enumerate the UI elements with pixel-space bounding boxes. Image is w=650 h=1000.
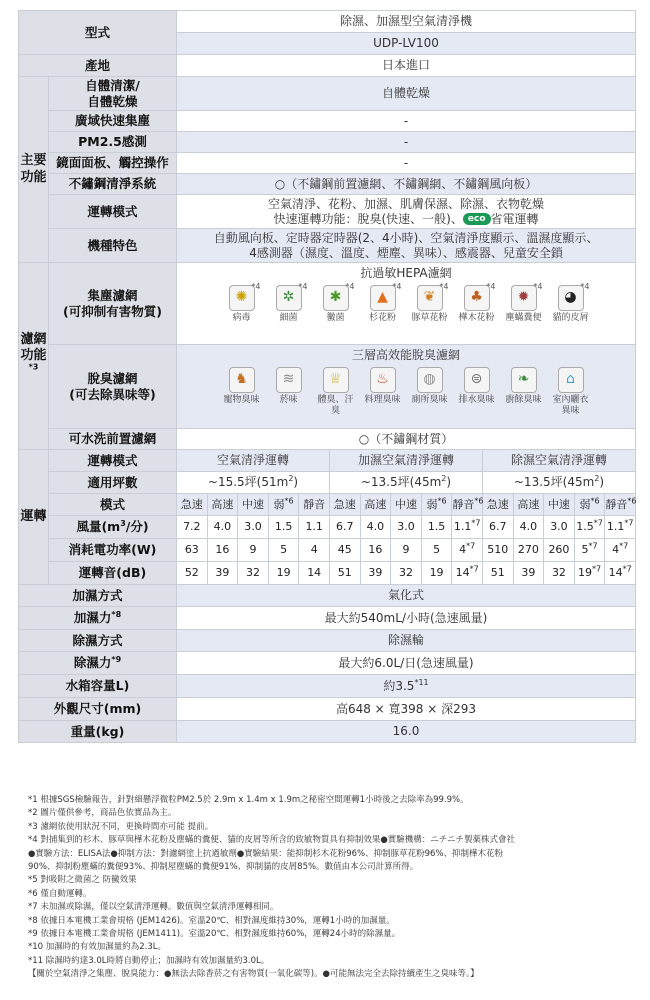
speed-value: 高速 bbox=[211, 497, 234, 511]
deodor-icons bbox=[177, 363, 635, 418]
airflow-value: 7.2 bbox=[183, 520, 201, 534]
tank-value bbox=[177, 675, 636, 698]
feature-label: 機種特色 bbox=[49, 229, 177, 263]
steel-value: ○（不鏽鋼前置濾網、不鏽鋼網、不鏽鋼風向板） bbox=[177, 174, 636, 195]
airflow-value: 4.0 bbox=[519, 520, 538, 534]
laundry-odor-icon: ⌂ bbox=[558, 367, 584, 393]
power-value: 16 bbox=[368, 543, 383, 557]
eco-icon: eco bbox=[463, 213, 491, 225]
size-value: 高648 × 寬398 × 深293 bbox=[177, 698, 636, 721]
dehumid-power-value: 最大約6.0L/日(急速風量) bbox=[177, 652, 636, 675]
power-value: 270 bbox=[517, 543, 539, 557]
mode-line-2a: 快速運轉功能：脫臭(快速、一般)、 bbox=[273, 211, 463, 226]
speed-cell bbox=[360, 494, 391, 516]
noise-cell bbox=[207, 562, 238, 585]
deodor-filter-title: 三層高效能脫臭濾網 bbox=[352, 348, 461, 362]
area-clean-text: ~15.5坪(51m bbox=[207, 475, 289, 489]
noise-note: *7 bbox=[469, 564, 479, 574]
speed-cell bbox=[513, 494, 544, 516]
noise-value: 19 bbox=[429, 566, 444, 580]
power-cell bbox=[207, 539, 238, 562]
speed-note: *6 bbox=[437, 495, 447, 505]
noise-cell bbox=[268, 562, 299, 585]
power-label: 消耗電功率(W) bbox=[49, 539, 177, 562]
deodor-filter-cell bbox=[177, 345, 636, 429]
filter-target-item bbox=[268, 367, 310, 418]
airflow-cell bbox=[177, 516, 208, 539]
filter-target-label: 樺木花粉 bbox=[458, 313, 495, 323]
mirror-value: - bbox=[177, 153, 636, 174]
airflow-value: 6.7 bbox=[336, 520, 354, 534]
mode-label: 運轉模式 bbox=[49, 195, 177, 229]
speed-value: 靜音 bbox=[452, 497, 475, 511]
power-value: 5 bbox=[581, 543, 589, 557]
area-humidify-close: ) bbox=[446, 475, 452, 489]
filter-target-item bbox=[315, 367, 357, 418]
airflow-cell bbox=[574, 516, 605, 539]
speed-cell bbox=[482, 494, 513, 516]
filter-target-item bbox=[362, 367, 404, 418]
airflow-note: *7 bbox=[471, 518, 481, 528]
footnote-line: *2 圖片僅供參考，商品色依實品為主。 bbox=[28, 808, 177, 819]
footnote-line: *10 加濕時的有效加濕量約為2.3L。 bbox=[28, 942, 167, 953]
area-dehumidify-text: ~13.5坪(45m bbox=[513, 475, 595, 489]
airflow-cell bbox=[605, 516, 636, 539]
airflow-cell bbox=[207, 516, 238, 539]
airflow-value: 4.0 bbox=[366, 520, 385, 534]
filter-target-note: *4 bbox=[439, 282, 449, 291]
run-mode-clean: 空氣清淨運轉 bbox=[177, 450, 330, 472]
footnote-line: 90%、抑制粉塵蟎的糞便93%、抑制屋塵蟎的糞便91%、抑制貓的皮屑85%。數值由本公司計算所得。 bbox=[28, 862, 419, 873]
filter-target-item bbox=[456, 367, 498, 418]
speed-cell bbox=[391, 494, 422, 516]
power-cell bbox=[482, 539, 513, 562]
body-dry-label: 自體清潔/ 自體乾燥 bbox=[49, 77, 177, 111]
spec-table bbox=[18, 10, 636, 743]
sweat-odor-icon: ♕ bbox=[323, 367, 349, 393]
noise-value: 32 bbox=[398, 566, 413, 580]
deodor-filter-label: 脫臭濾網 (可去除異味等) bbox=[49, 345, 177, 429]
area-humidify bbox=[329, 472, 482, 494]
noise-value: 39 bbox=[521, 566, 536, 580]
speed-value: 急速 bbox=[333, 497, 356, 511]
humid-method-label: 加濕方式 bbox=[19, 585, 177, 607]
washable-label: 可水洗前置濾網 bbox=[49, 429, 177, 450]
airflow-cell bbox=[329, 516, 360, 539]
area-dehumidify-sup: 2 bbox=[594, 474, 600, 483]
area-label: 適用坪數 bbox=[49, 472, 177, 494]
cooking-odor-icon: ♨ bbox=[370, 367, 396, 393]
filter-target-note: *4 bbox=[251, 282, 261, 291]
group-filter-note: *3 bbox=[28, 362, 39, 372]
dust-icons bbox=[177, 281, 635, 324]
filter-target-note: *4 bbox=[345, 282, 355, 291]
mirror-label: 鏡面面板、觸控操作 bbox=[49, 153, 177, 174]
airflow-value: 3.0 bbox=[550, 520, 568, 534]
weight-label: 重量(kg) bbox=[19, 721, 177, 743]
humid-power-label-text: 加濕力 bbox=[73, 610, 112, 626]
noise-value: 51 bbox=[337, 566, 352, 580]
speed-cell bbox=[329, 494, 360, 516]
filter-target-item bbox=[456, 282, 498, 324]
power-note: *7 bbox=[619, 541, 629, 551]
noise-value: 14 bbox=[608, 566, 623, 580]
noise-value: 39 bbox=[368, 566, 383, 580]
speed-cell bbox=[268, 494, 299, 516]
area-clean bbox=[177, 472, 330, 494]
noise-value: 14 bbox=[455, 566, 470, 580]
type-name: 除濕、加濕型空氣清淨機 bbox=[177, 11, 636, 33]
airflow-cell bbox=[238, 516, 269, 539]
mode-line-2 bbox=[177, 212, 635, 227]
dust-filter-label: 集塵濾網 (可抑制有害物質) bbox=[49, 263, 177, 345]
type-label: 型式 bbox=[19, 11, 177, 55]
speed-cell bbox=[605, 494, 636, 516]
filter-target-note: *4 bbox=[298, 282, 308, 291]
speed-cell bbox=[207, 494, 238, 516]
noise-value: 51 bbox=[490, 566, 505, 580]
speed-value: 高速 bbox=[517, 497, 540, 511]
area-humidify-text: ~13.5坪(45m bbox=[360, 475, 442, 489]
filter-target-item bbox=[550, 367, 592, 418]
filter-target-label: 貓的皮屑 bbox=[552, 313, 589, 323]
noise-label: 運轉音(dB) bbox=[49, 562, 177, 585]
speed-note: *6 bbox=[590, 495, 600, 505]
speed-value: 靜音 bbox=[303, 497, 326, 511]
steel-label: 不鏽鋼清淨系統 bbox=[49, 174, 177, 195]
footnote-line: *9 依據日本電機工業會規格 (JEM1411)。室溫20℃、相對濕度維持60%，運轉24小時的除濕量。 bbox=[28, 929, 401, 940]
filter-target-note: *4 bbox=[392, 282, 402, 291]
speed-value: 弱 bbox=[579, 497, 591, 511]
filter-target-label: 菸味 bbox=[279, 395, 298, 405]
speed-note: *6 bbox=[627, 495, 637, 505]
filter-target-label: 塵蟎糞便 bbox=[505, 313, 542, 323]
filter-target-item bbox=[315, 282, 357, 324]
airflow-value: 3.0 bbox=[397, 520, 415, 534]
pet-odor-icon: ♞ bbox=[229, 367, 255, 393]
ragweed-pollen-icon: ❦ bbox=[417, 285, 443, 311]
airflow-note: *7 bbox=[593, 518, 603, 528]
fast-clean-label: 廣域快速集塵 bbox=[49, 111, 177, 132]
humid-power-value: 最大約540mL/小時(急速風量) bbox=[177, 607, 636, 630]
airflow-value: 1.1 bbox=[606, 520, 625, 534]
power-value: 4 bbox=[310, 543, 318, 557]
speed-cell bbox=[238, 494, 269, 516]
noise-cell bbox=[299, 562, 330, 585]
area-dehumidify-close: ) bbox=[599, 475, 605, 489]
feature-value bbox=[177, 229, 636, 263]
filter-target-note: *4 bbox=[533, 282, 543, 291]
dehumid-method-value: 除濕輪 bbox=[177, 630, 636, 652]
speed-cell bbox=[177, 494, 208, 516]
noise-cell bbox=[177, 562, 208, 585]
airflow-value: 4.0 bbox=[213, 520, 232, 534]
filter-target-item bbox=[409, 367, 451, 418]
airflow-cell bbox=[299, 516, 330, 539]
noise-cell bbox=[391, 562, 422, 585]
airflow-cell bbox=[452, 516, 483, 539]
noise-cell bbox=[360, 562, 391, 585]
body-dry-value: 自體乾燥 bbox=[177, 77, 636, 111]
speed-value: 急速 bbox=[180, 497, 203, 511]
noise-cell bbox=[574, 562, 605, 585]
speed-note: *6 bbox=[284, 495, 294, 505]
filter-target-item bbox=[503, 282, 545, 324]
power-value: 9 bbox=[402, 543, 410, 557]
power-note: *7 bbox=[588, 541, 598, 551]
airflow-cell bbox=[268, 516, 299, 539]
humid-power-label bbox=[19, 607, 177, 630]
footnote-line: *4 對捕集到的杉木、豚草與樺木花粉及塵蟎的糞便、貓的皮屑等所含的致敏物質具有抑制效果●實驗機構：ニチニチ製薬株式會社 bbox=[28, 835, 515, 846]
speed-value: 高速 bbox=[364, 497, 387, 511]
speed-value: 中速 bbox=[547, 497, 570, 511]
pm25-value: - bbox=[177, 132, 636, 153]
filter-target-label: 病毒 bbox=[232, 313, 251, 323]
speed-label: 模式 bbox=[49, 494, 177, 516]
filter-target-note: *4 bbox=[486, 282, 496, 291]
cedar-pollen-icon: ▲ bbox=[370, 285, 396, 311]
speed-note: *6 bbox=[474, 495, 484, 505]
run-mode-label: 運轉模式 bbox=[49, 450, 177, 472]
noise-cell bbox=[421, 562, 452, 585]
run-mode-humidify: 加濕空氣清淨運轉 bbox=[329, 450, 482, 472]
area-humidify-sup: 2 bbox=[441, 474, 447, 483]
airflow-note: *7 bbox=[624, 518, 634, 528]
noise-note: *7 bbox=[591, 564, 602, 574]
power-value: 9 bbox=[249, 543, 257, 557]
noise-cell bbox=[329, 562, 360, 585]
group-filter-text: 濾網功能 bbox=[20, 331, 47, 363]
footnote-line: *5 對吸附之微菌之 防黴效果 bbox=[28, 875, 137, 886]
footnote-line: *3 濾網依使用狀況不同，更換時間亦可能 提前。 bbox=[28, 821, 214, 832]
noise-value: 32 bbox=[551, 566, 566, 580]
filter-target-label: 廁所臭味 bbox=[411, 395, 448, 405]
power-cell bbox=[452, 539, 483, 562]
power-cell bbox=[360, 539, 391, 562]
power-cell bbox=[574, 539, 605, 562]
power-note: *7 bbox=[466, 541, 476, 551]
speed-value: 急速 bbox=[486, 497, 509, 511]
filter-target-label: 體臭、汗臭 bbox=[317, 395, 354, 417]
tank-value-text: 約3.5 bbox=[383, 678, 415, 693]
airflow-cell bbox=[544, 516, 575, 539]
noise-value: 19 bbox=[577, 566, 592, 580]
airflow-label-tail: /分) bbox=[125, 519, 149, 535]
mode-value bbox=[177, 195, 636, 229]
power-cell bbox=[299, 539, 330, 562]
noise-cell bbox=[238, 562, 269, 585]
power-cell bbox=[391, 539, 422, 562]
dust-filter-cell bbox=[177, 263, 636, 345]
filter-target-item bbox=[550, 282, 592, 324]
mode-line-1: 空氣清淨、花粉、加濕、肌膚保濕、除濕、衣物乾燥 bbox=[268, 196, 545, 211]
model-number: UDP-LV100 bbox=[177, 33, 636, 55]
footnote-line: *8 依據日本電機工業會規格 (JEM1426)。室溫20℃、相對濕度維持30%，運轉1小時的加濕量。 bbox=[28, 915, 395, 926]
noise-value: 52 bbox=[184, 566, 199, 580]
noise-cell bbox=[605, 562, 636, 585]
noise-cell bbox=[513, 562, 544, 585]
power-value: 5 bbox=[433, 543, 441, 557]
filter-target-label: 豚草花粉 bbox=[411, 313, 448, 323]
power-cell bbox=[544, 539, 575, 562]
size-label: 外觀尺寸(mm) bbox=[19, 698, 177, 721]
filter-target-label: 料理臭味 bbox=[364, 395, 401, 405]
filter-target-label: 廚餘臭味 bbox=[505, 395, 542, 405]
birch-pollen-icon: ♣ bbox=[464, 285, 490, 311]
airflow-value: 1.1 bbox=[453, 520, 472, 534]
toilet-odor-icon: ◍ bbox=[417, 367, 443, 393]
fast-clean-value: - bbox=[177, 111, 636, 132]
filter-target-label: 杉花粉 bbox=[368, 313, 396, 323]
footnote-line: *1 根據SGS檢驗報告，針對細懸浮微粒PM2.5於 2.9m x 1.4m x 1.9m之秘密空間運轉1小時後之去除率為99.9%。 bbox=[28, 795, 469, 805]
pm25-label: PM2.5感測 bbox=[49, 132, 177, 153]
power-value: 260 bbox=[548, 543, 570, 557]
power-value: 4 bbox=[459, 543, 467, 557]
drain-odor-icon: ⊜ bbox=[464, 367, 490, 393]
power-value: 63 bbox=[184, 543, 199, 557]
area-clean-sup: 2 bbox=[288, 474, 294, 483]
group-operation: 運轉 bbox=[19, 450, 49, 585]
speed-value: 弱 bbox=[426, 497, 438, 511]
origin-label: 產地 bbox=[19, 55, 177, 77]
food-waste-odor-icon: ❧ bbox=[511, 367, 537, 393]
airflow-cell bbox=[482, 516, 513, 539]
mode-line-2b: 省電運轉 bbox=[490, 211, 539, 226]
power-value: 5 bbox=[280, 543, 288, 557]
airflow-cell bbox=[391, 516, 422, 539]
smoke-odor-icon: ≋ bbox=[276, 367, 302, 393]
group-main-functions: 主要功能 bbox=[19, 77, 49, 263]
footnote-line: *11 除濕時約達3.0L時將自動停止；加濕時有效加濕量約3.0L。 bbox=[28, 955, 270, 966]
filter-target-label: 排水臭味 bbox=[458, 395, 495, 405]
dehumid-power-note: *9 bbox=[111, 655, 122, 665]
airflow-cell bbox=[421, 516, 452, 539]
tank-note: *11 bbox=[414, 677, 429, 687]
tank-label: 水箱容量L) bbox=[19, 675, 177, 698]
power-cell bbox=[268, 539, 299, 562]
footnote-line: *7 未加濕或除濕，僅以空氣清淨運轉。數值與空氣清淨運轉相同。 bbox=[28, 902, 279, 913]
noise-cell bbox=[482, 562, 513, 585]
dehumid-method-label: 除濕方式 bbox=[19, 630, 177, 652]
airflow-value: 1.5 bbox=[427, 520, 446, 534]
feature-line-1: 自動風向板、定時器定時器(2、4小時)、空氣清淨度顯示、溫濕度顯示、 bbox=[213, 230, 599, 245]
filter-target-note: *4 bbox=[580, 282, 590, 291]
noise-note: *7 bbox=[622, 564, 632, 574]
footnote-line: 【關於空氣清淨之集塵、脫臭能力：●無法去除香菸之有害物質(一氧化碳等)。●可能無法完全去除持續產生之臭味等。】 bbox=[28, 969, 479, 980]
airflow-cell bbox=[360, 516, 391, 539]
weight-value: 16.0 bbox=[177, 721, 636, 743]
noise-value: 19 bbox=[276, 566, 291, 580]
speed-cell bbox=[574, 494, 605, 516]
dehumid-power-label bbox=[19, 652, 177, 675]
airflow-label bbox=[49, 516, 177, 539]
power-value: 4 bbox=[612, 543, 620, 557]
power-cell bbox=[421, 539, 452, 562]
area-dehumidify bbox=[482, 472, 635, 494]
speed-value: 靜音 bbox=[605, 497, 628, 511]
mold-icon: ✱ bbox=[323, 285, 349, 311]
speed-cell bbox=[299, 494, 330, 516]
power-cell bbox=[329, 539, 360, 562]
power-cell bbox=[177, 539, 208, 562]
airflow-value: 1.5 bbox=[576, 520, 594, 534]
filter-target-item bbox=[221, 282, 263, 324]
airflow-cell bbox=[513, 516, 544, 539]
power-cell bbox=[513, 539, 544, 562]
speed-value: 弱 bbox=[273, 497, 285, 511]
noise-cell bbox=[452, 562, 483, 585]
noise-value: 32 bbox=[246, 566, 260, 580]
filter-target-label: 寵物臭味 bbox=[223, 395, 260, 405]
cat-dander-icon: ◕ bbox=[558, 285, 584, 311]
airflow-value: 1.1 bbox=[305, 520, 323, 534]
speed-cell bbox=[452, 494, 483, 516]
humid-power-note: *8 bbox=[111, 610, 122, 620]
filter-target-label: 室內曬衣 異味 bbox=[552, 395, 589, 417]
airflow-value: 6.7 bbox=[489, 520, 507, 534]
dust-mite-icon: ✹ bbox=[511, 285, 537, 311]
virus-icon: ✺ bbox=[229, 285, 255, 311]
dehumid-power-label-text: 除濕力 bbox=[73, 655, 112, 671]
bacteria-icon: ✲ bbox=[276, 285, 302, 311]
power-value: 510 bbox=[487, 543, 509, 557]
power-cell bbox=[605, 539, 636, 562]
washable-value: ○（不鏽鋼材質） bbox=[177, 429, 636, 450]
humid-method-value: 氣化式 bbox=[177, 585, 636, 607]
speed-value: 中速 bbox=[394, 497, 417, 511]
power-cell bbox=[238, 539, 269, 562]
airflow-value: 1.5 bbox=[274, 520, 293, 534]
noise-value: 39 bbox=[215, 566, 230, 580]
power-value: 16 bbox=[215, 543, 230, 557]
airflow-label-sup: 3 bbox=[120, 519, 126, 529]
speed-cell bbox=[544, 494, 575, 516]
power-value: 45 bbox=[337, 543, 352, 557]
filter-target-label: 細菌 bbox=[279, 313, 298, 323]
footnote-line: *6 僅自動運轉。 bbox=[28, 888, 92, 899]
noise-value: 14 bbox=[307, 566, 322, 580]
filter-target-item bbox=[268, 282, 310, 324]
filter-target-item bbox=[409, 282, 451, 324]
airflow-label-text: 風量(m bbox=[76, 519, 121, 535]
filter-target-item bbox=[362, 282, 404, 324]
footnote-line: ●實驗方法：ELISA法●抑制方法：對濾網塗上抗過敏劑●實驗結果：能抑制杉木花粉96%、抑制豚草花粉96%、抑制樺木花粉 bbox=[28, 848, 504, 859]
filter-target-label: 黴菌 bbox=[326, 313, 345, 323]
speed-cell bbox=[421, 494, 452, 516]
feature-line-2: 4感測器（濕度、溫度、煙塵、異味）、感震器、兒童安全鎖 bbox=[249, 245, 563, 260]
run-mode-dehumidify: 除濕空氣清淨運轉 bbox=[482, 450, 635, 472]
noise-cell bbox=[544, 562, 575, 585]
speed-value: 中速 bbox=[242, 497, 264, 511]
origin-value: 日本進口 bbox=[177, 55, 636, 77]
area-clean-close: ) bbox=[293, 475, 299, 489]
dust-filter-title: 抗過敏HEPA濾網 bbox=[360, 266, 452, 280]
footnotes bbox=[28, 794, 628, 982]
filter-target-item bbox=[221, 367, 263, 418]
filter-target-item bbox=[503, 367, 545, 418]
airflow-value: 3.0 bbox=[244, 520, 262, 534]
group-filter-functions bbox=[19, 263, 49, 450]
